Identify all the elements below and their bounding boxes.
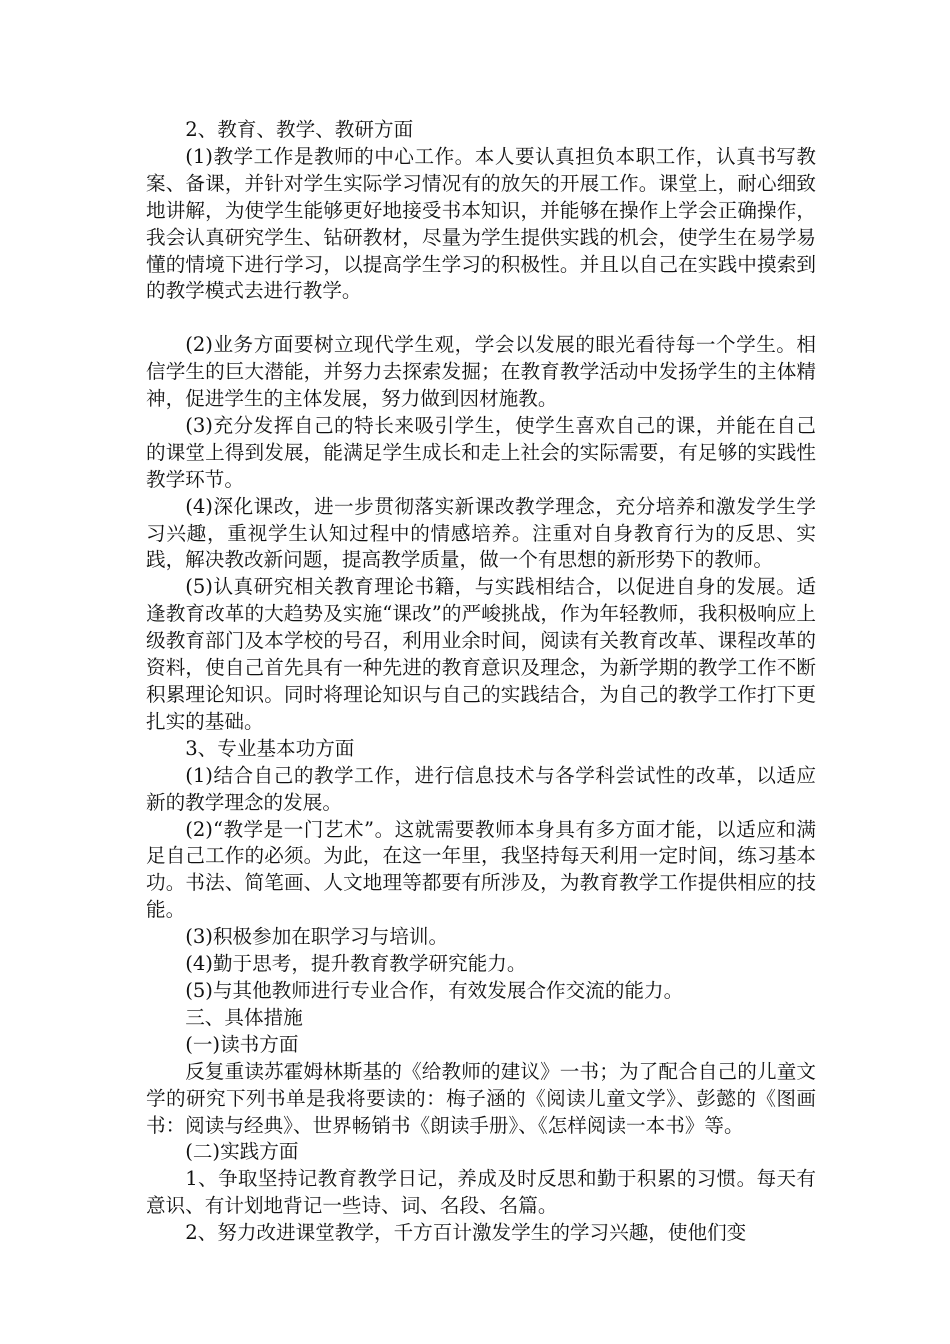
section-heading-teaching: 2、教育、教学、教研方面	[185, 118, 414, 141]
blank-line	[146, 305, 816, 332]
subheading-reading: (一)读书方面	[185, 1032, 299, 1056]
paragraph-teaching-5: (5)认真研究相关教育理论书籍，与实践相结合，以促进自身的发展。适逢教育改革的大趋势及实施“课改”的严峻挑战，作为年轻教师，我积极响应上级教育部门及本学校的号召，利用业余时间，阅读有关教育改革、课程改革的资料，使自己首先具有一种先进的教育意识及理念，为新学期的教学工作不断积累理论知识。同时将理论知识与自己的实践结合，为自己的教学工作打下更扎实的基础。	[146, 575, 816, 733]
paragraph-teaching-1: (1)教学工作是教师的中心工作。本人要认真担负本职工作，认真书写教案、备课，并针对学生实际学习情况有的放矢的开展工作。课堂上，耐心细致地讲解，为使学生能够更好地接受书本知识，并能够在操作上学会正确操作，我会认真研究学生、钻研教材，尽量为学生提供实践的机会，使学生在易学易懂的情境下进行学习，以提高学生学习的积极性。并且以自己在实践中摸索到的教学模式去进行教学。	[146, 144, 816, 303]
paragraph-practice-2: 2、努力改进课堂教学，千方百计激发学生的学习兴趣，使他们变	[185, 1221, 747, 1245]
section-heading-measures: 三、具体措施	[185, 1005, 303, 1029]
paragraph-teaching-4: (4)深化课改，进一步贯彻落实新课改教学理念，充分培养和激发学生学习兴趣，重视学生认知过程中的情感培养。注重对自身教育行为的反思、实践，解决教改新问题，提高教学质量，做一个有思想的新形势下的教师。	[146, 494, 816, 572]
paragraph-skills-5: (5)与其他教师进行专业合作，有效发展合作交流的能力。	[185, 978, 684, 1002]
document-body	[146, 117, 816, 1247]
paragraph-teaching-2: (2)业务方面要树立现代学生观，学会以发展的眼光看待每一个学生。相信学生的巨大潜能，并努力去探索发掘；在教育教学活动中发扬学生的主体精神，促进学生的主体发展，努力做到因材施教。	[146, 333, 816, 411]
paragraph-practice-1: 1、争取坚持记教育教学日记，养成及时反思和勤于积累的习惯。每天有意识、有计划地背记一些诗、词、名段、名篇。	[146, 1167, 816, 1218]
paragraph-skills-2: (2)“教学是一门艺术”。这就需要教师本身具有多方面才能，以适应和满足自己工作的必须。为此，在这一年里，我坚持每天利用一定时间，练习基本功。书法、简笔画、人文地理等都要有所涉及，为教育教学工作提供相应的技能。	[146, 817, 816, 922]
paragraph-skills-4: (4)勤于思考，提升教育教学研究能力。	[185, 952, 527, 976]
paragraph-teaching-3: (3)充分发挥自己的特长来吸引学生，使学生喜欢自己的课，并能在自己的课堂上得到发展，能满足学生成长和走上社会的实际需要，有足够的实践性教学环节。	[146, 413, 816, 491]
paragraph-skills-3: (3)积极参加在职学习与培训。	[185, 925, 449, 949]
paragraph-reading: 反复重读苏霍姆林斯基的《给教师的建议》一书；为了配合自己的儿童文学的研究下列书单是我将要读的：梅子涵的《阅读儿童文学》、彭懿的《图画书：阅读与经典》、世界畅销书《朗读手册》、《怎样阅读一本书》等。	[146, 1059, 816, 1137]
section-heading-skills: 3、专业基本功方面	[185, 736, 355, 760]
subheading-practice: (二)实践方面	[185, 1140, 299, 1164]
paragraph-skills-1: (1)结合自己的教学工作，进行信息技术与各学科尝试性的改革，以适应新的教学理念的发展。	[146, 763, 816, 814]
